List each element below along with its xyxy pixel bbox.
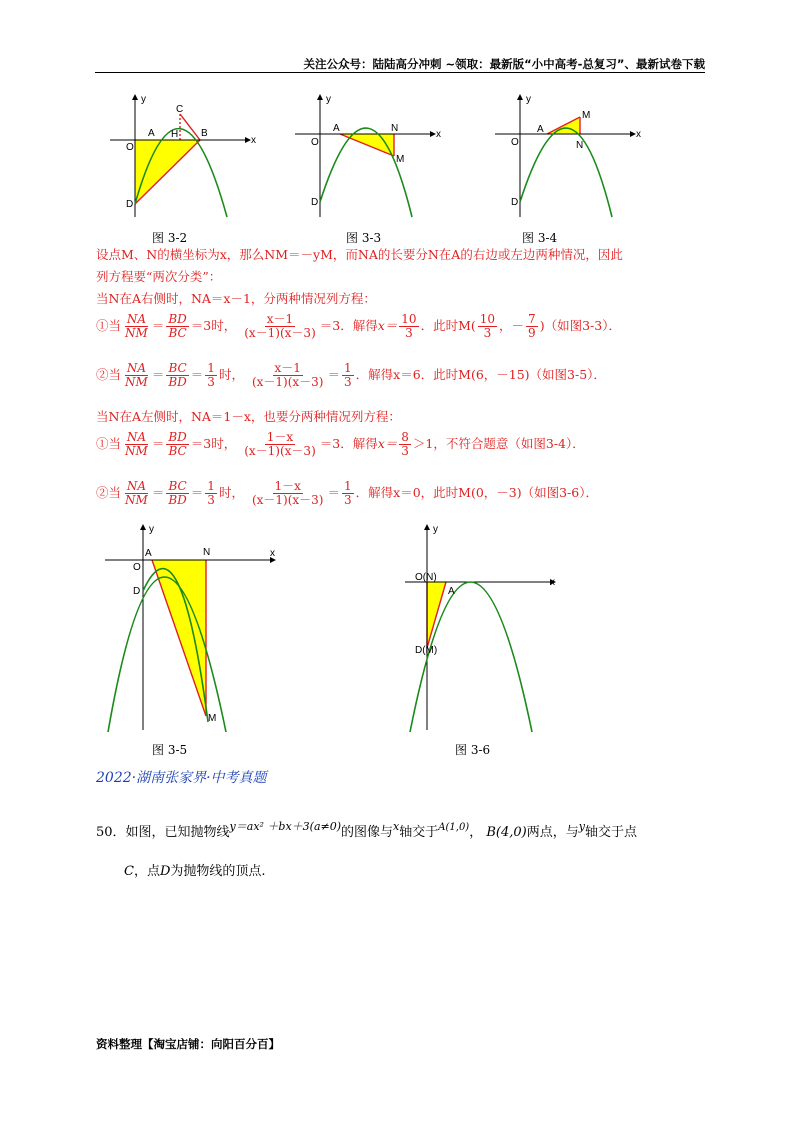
fig32-b: B: [201, 128, 208, 139]
fig32-d: D: [126, 199, 134, 210]
case-1: ①当 $\frac{NA}{NM}$ ＝ $\frac{BD}{BC}$ ＝3时， $\frac{x-1}{(x-1)(x-3)}$ ＝3．解得x＝ $\frac{10}{3}$ ．此时M( $\frac{10}{3}$ ，－ $\frac{7}{9}$ )（如图3-3）．: [96, 312, 621, 340]
caption-3-2: 图 3-2: [152, 231, 188, 245]
case-3: ①当 $\frac{NA}{NM}$ ＝ $\frac{BD}{BC}$ ＝3时， $\frac{1-x}{(x-1)(x-3)}$ ＝3．解得x＝ $\frac{8}{3}$ ＞1，不符合题意（如图3-4）．: [96, 430, 585, 458]
fig34-m: M: [582, 110, 591, 121]
sol-line-2: 列方程要“两次分类”：: [96, 269, 222, 284]
footer-text: 资料整理【淘宝店铺：向阳百分百】: [96, 1037, 280, 1051]
fig32-y: y: [141, 94, 146, 105]
caption-3-3: 图 3-3: [346, 231, 382, 245]
sol-line-3: 当N在A右侧时，NA＝x－1，分两种情况列方程：: [96, 291, 376, 306]
fig33-y: y: [326, 94, 331, 105]
fig35-a: A: [145, 548, 152, 559]
figure-3-6: [400, 522, 565, 734]
header-rule: [95, 72, 705, 73]
fig32-a: A: [148, 128, 155, 139]
fig33-o: O: [311, 137, 319, 148]
figure-3-2: [105, 92, 265, 222]
fig36-on: O(N): [415, 572, 437, 583]
fig32-h: H: [171, 129, 179, 140]
fig34-d: D: [511, 197, 519, 208]
question-line-1: 50．如图，已知抛物线$^{y=ax^2 +bx+3(a\ne 0)}$的图像与$^x$轴交于$^{A(1,0)}$， B(4,0)两点，与$^y$轴交于点: [96, 820, 637, 840]
caption-3-6: 图 3-6: [455, 743, 491, 757]
fig33-a: A: [333, 123, 340, 134]
fig35-d: D: [133, 586, 141, 597]
fig32-c: C: [176, 104, 184, 115]
fig34-n: N: [576, 140, 584, 151]
caption-3-4: 图 3-4: [522, 231, 558, 245]
fig35-x: x: [270, 548, 275, 559]
fig33-x: x: [436, 129, 441, 140]
sol-line-4: 当N在A左侧时，NA＝1－x，也要分两种情况列方程：: [96, 409, 401, 424]
section-title: 2022·湖南张家界·中考真题: [96, 770, 267, 786]
fig34-o: O: [511, 137, 519, 148]
fig35-o: O: [133, 562, 141, 573]
fig33-m: M: [396, 154, 405, 165]
fig34-a: A: [537, 124, 544, 135]
fig36-y: y: [433, 524, 438, 535]
fig34-y: y: [526, 94, 531, 105]
fig36-dm: D(M): [415, 645, 438, 656]
figure-3-5: [100, 522, 280, 734]
fig35-m: M: [208, 713, 217, 724]
question-line-2: C，点D为抛物线的顶点.: [124, 864, 266, 879]
sol-line-1: 设点M、N的横坐标为x，那么NM＝－yM，而NA的长要分N在A的右边或左边两种情况，因此: [96, 247, 623, 262]
fig35-y: y: [149, 524, 154, 535]
fig36-a: A: [448, 586, 455, 597]
fig32-x: x: [251, 135, 256, 146]
fig34-x: x: [636, 129, 641, 140]
fig33-n: N: [391, 123, 399, 134]
header-text: 关注公众号：陆陆高分冲刺 ~领取：最新版“小中高考-总复习”、最新试卷下载: [303, 57, 705, 71]
fig32-o: O: [126, 142, 134, 153]
figure-3-3: [290, 92, 450, 222]
fig33-d: D: [311, 197, 319, 208]
fig35-n: N: [203, 547, 211, 558]
case-2: ②当 $\frac{NA}{NM}$ ＝ $\frac{BC}{BD}$ ＝ $\frac{1}{3}$ 时， $\frac{x-1}{(x-1)(x-3)}$ ＝ $\frac{1}{3}$ ．解得x＝6．此时M(6，－15)（如图3-5）．: [96, 361, 606, 389]
case-4: ②当 $\frac{NA}{NM}$ ＝ $\frac{BC}{BD}$ ＝ $\frac{1}{3}$ 时， $\frac{1-x}{(x-1)(x-3)}$ ＝ $\frac{1}{3}$ ．解得x＝0，此时M(0，－3)（如图3-6）．: [96, 479, 598, 507]
caption-3-5: 图 3-5: [152, 743, 188, 757]
figure-3-4: [490, 92, 650, 222]
fig36-x: x: [550, 577, 555, 588]
